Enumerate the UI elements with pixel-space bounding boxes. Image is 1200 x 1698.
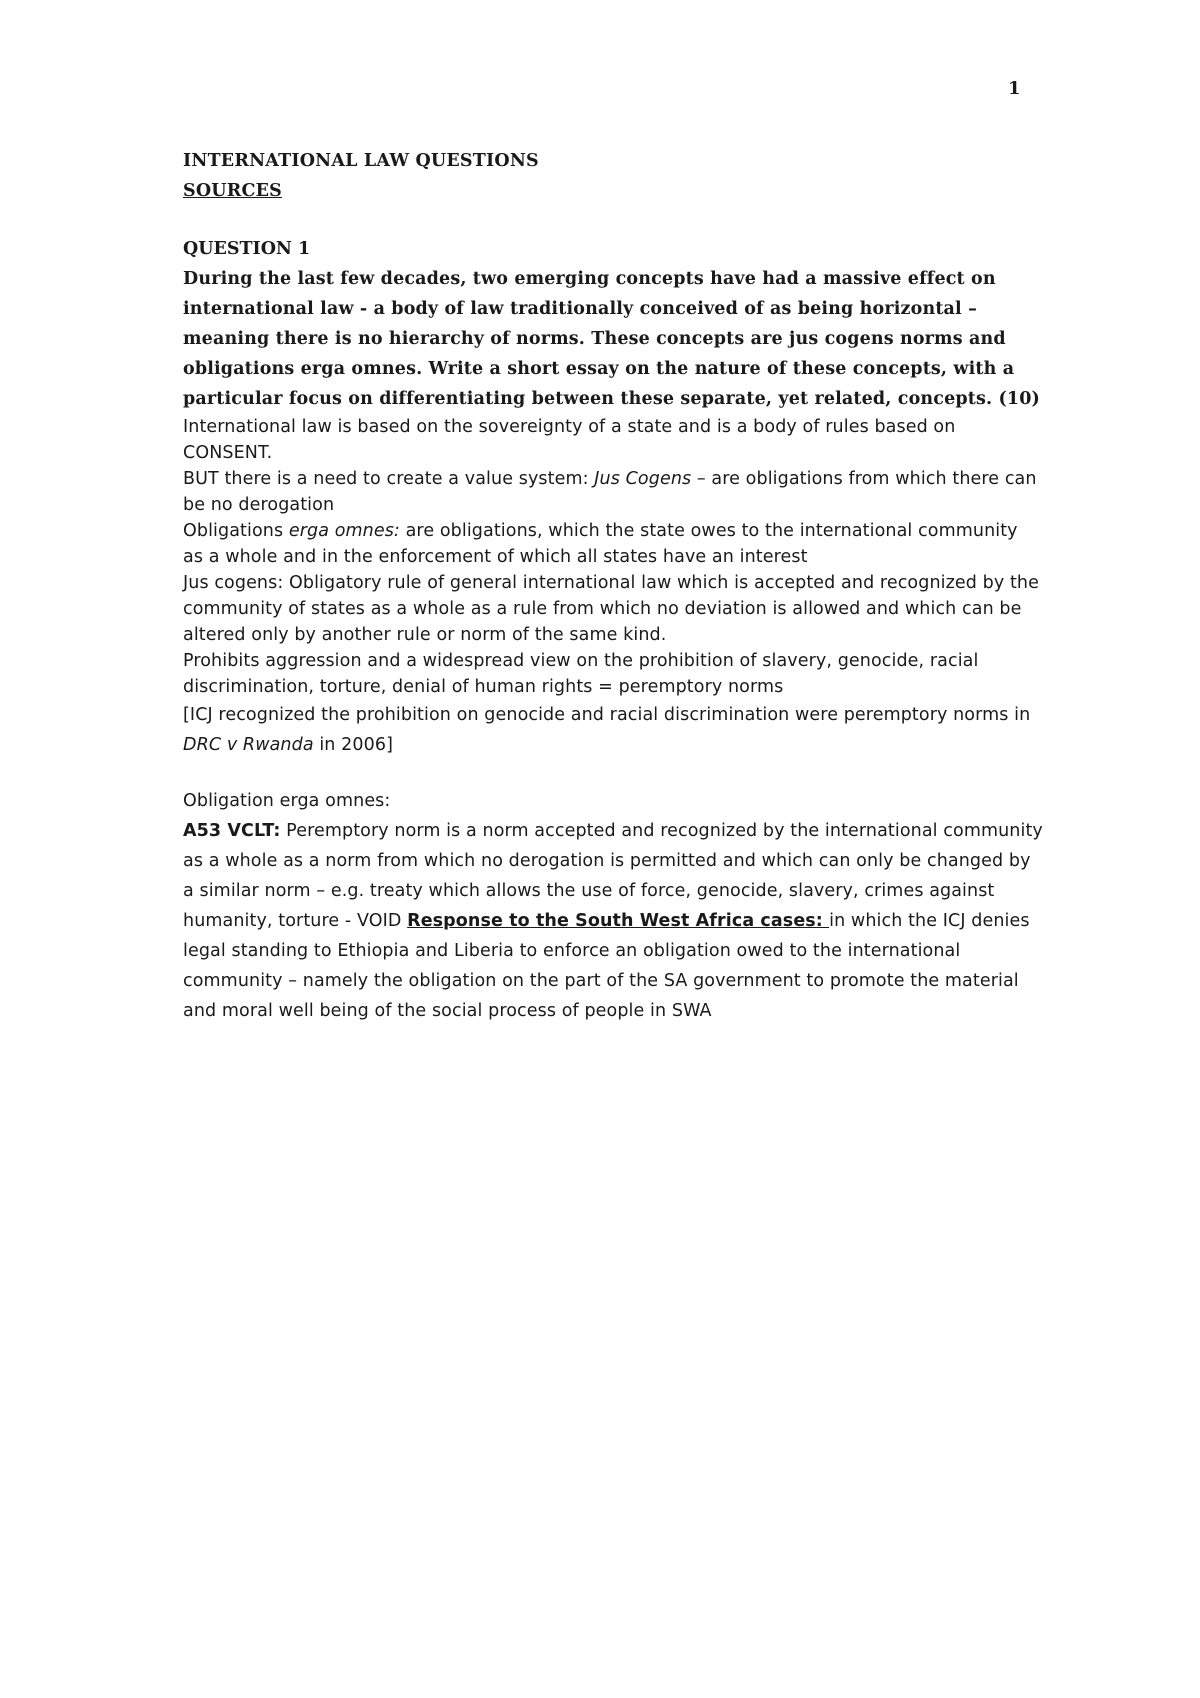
answer-text: Peremptory norm is a norm accepted and recognized by the international community as a whole as a norm from which no derogation is permitted and which can only be changed by a similar norm – e.g. treaty which allows the use of force, genocide, slavery, crimes against humanity, torture - VOID bbox=[183, 821, 1043, 931]
answer-block-2 bbox=[183, 700, 1043, 1026]
answer-text: are obligations, which the state owes to the international community as a whole and in the enforcement of which all states have an interest bbox=[183, 521, 1018, 567]
answer-paragraph: International law is based on the sovereignty of a state and is a body of rules based on CONSENT. bbox=[183, 417, 956, 463]
answer-text: Obligations bbox=[183, 521, 289, 541]
question-label: QUESTION 1 bbox=[183, 239, 311, 259]
answer-paragraph bbox=[183, 518, 1043, 570]
answer-paragraph bbox=[183, 700, 1043, 760]
answer-block-1 bbox=[183, 414, 1043, 700]
answer-text: [ICJ recognized the prohibition on genocide and racial discrimination were peremptory norms in bbox=[183, 705, 1031, 725]
answer-paragraph: Obligation erga omnes: bbox=[183, 791, 391, 811]
answer-italic: erga omnes: bbox=[288, 521, 400, 541]
document-body bbox=[183, 146, 1043, 1026]
case-name: DRC v Rwanda bbox=[183, 735, 314, 755]
section-heading: SOURCES bbox=[183, 181, 282, 201]
answer-paragraph: Jus cogens: Obligatory rule of general international law which is accepted and recognized by the community of states as a whole as a rule from which no deviation is allowed and which can be altered only by another rule or norm of the same kind. bbox=[183, 573, 1039, 645]
page-number: 1 bbox=[1008, 78, 1021, 99]
answer-paragraph: Prohibits aggression and a widespread view on the prohibition of slavery, genocide, racial discrimination, torture, denial of human rights = peremptory norms bbox=[183, 651, 979, 697]
answer-paragraph bbox=[183, 816, 1043, 1026]
spacer bbox=[183, 760, 1043, 786]
question-text: During the last few decades, two emerging concepts have had a massive effect on international law - a body of law traditionally conceived of as being horizontal – meaning there is no hierarchy of norms. These concepts are jus cogens norms and obligations erga omnes. Write a short essay on the nature of these concepts, with a particular focus on differentiating between these separate, yet related, concepts. (10) bbox=[183, 269, 1040, 409]
spacer bbox=[183, 206, 1043, 234]
answer-paragraph bbox=[183, 466, 1043, 518]
document-title: INTERNATIONAL LAW QUESTIONS bbox=[183, 151, 539, 171]
case-heading: Response to the South West Africa cases: bbox=[407, 911, 830, 931]
answer-text: – are obligations from which there can be no derogation bbox=[183, 469, 1037, 515]
article-reference: A53 VCLT: bbox=[183, 821, 281, 841]
answer-text: in which the ICJ denies legal standing to Ethiopia and Liberia to enforce an obligation owed to the international community – namely the obligation on the part of the SA government to promote the material and moral well being of the social process of people in SWA bbox=[183, 911, 1030, 1021]
answer-text: BUT there is a need to create a value system: bbox=[183, 469, 595, 489]
answer-text: in 2006] bbox=[313, 735, 393, 755]
answer-italic: Jus Cogens bbox=[594, 469, 692, 489]
